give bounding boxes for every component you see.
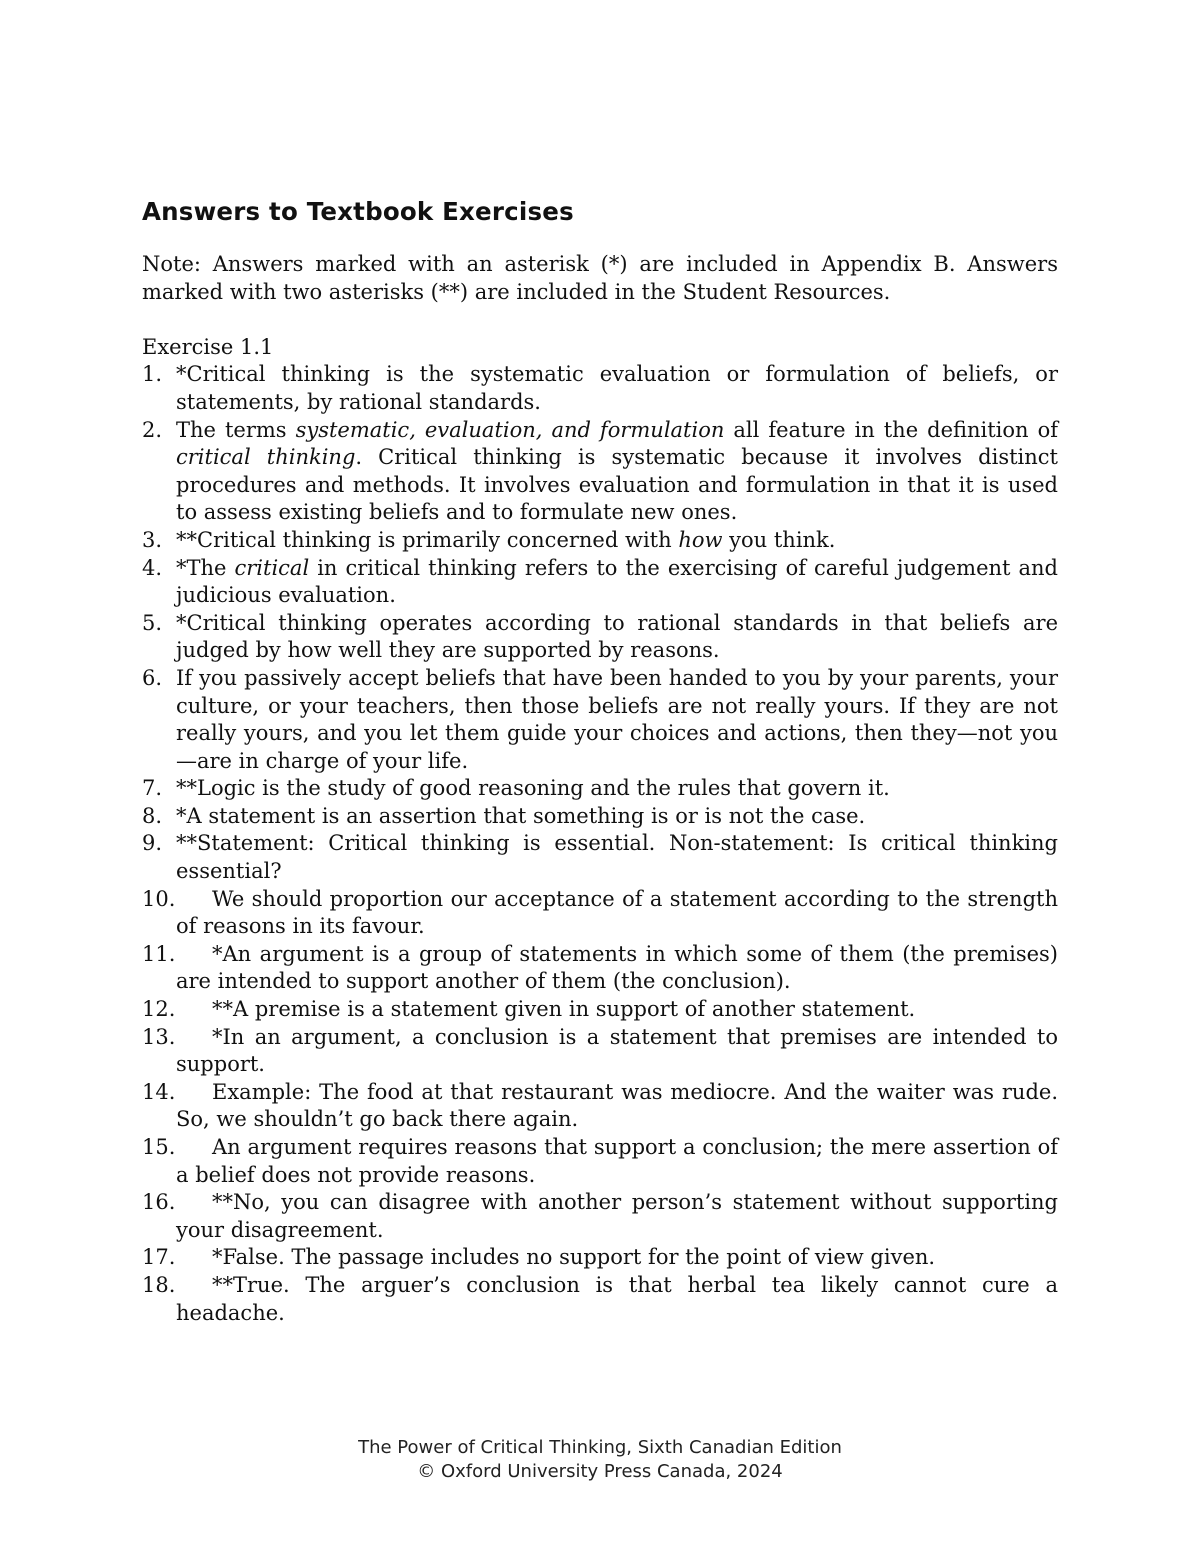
answer-number: 7.	[142, 776, 163, 801]
answer-number: 12.	[142, 997, 176, 1022]
answer-item-16	[142, 1189, 1058, 1244]
answer-number: 4.	[142, 555, 163, 580]
answer-text: The terms systematic, evaluation, and formulation all feature in the definition of critical thinking. Critical thinking is systematic because it involves distinct procedures and methods. It involves evaluation and formulation in that it is used to assess existing beliefs and to formulate new ones.	[176, 417, 1058, 525]
footer-copyright: © Oxford University Press Canada, 2024	[417, 1461, 783, 1482]
answer-number: 11.	[142, 941, 176, 966]
answer-text: *Critical thinking is the systematic evaluation or formulation of beliefs, or statements, by rational standards.	[176, 362, 1058, 414]
answer-text: An argument requires reasons that support a conclusion; the mere assertion of a belief does not provide reasons.	[176, 1135, 1058, 1187]
answer-item-15	[142, 1134, 1058, 1189]
answer-item-14	[142, 1079, 1058, 1134]
emphasis-terms: systematic, evaluation, and formulation	[295, 417, 725, 442]
answer-text: *False. The passage includes no support for the point of view given.	[212, 1245, 936, 1270]
answer-text: **No, you can disagree with another person’s statement without supporting your disagreement.	[176, 1190, 1058, 1242]
answer-number: 14.	[142, 1079, 176, 1104]
answer-item-5	[142, 610, 1058, 665]
answer-text: *A statement is an assertion that something is or is not the case.	[176, 803, 866, 828]
page-content	[142, 193, 1058, 1327]
footer-book-title: The Power of Critical Thinking, Sixth Canadian Edition	[358, 1437, 842, 1458]
answer-number: 10.	[142, 886, 176, 911]
answer-item-1	[142, 361, 1058, 416]
answer-item-7	[142, 775, 1058, 803]
answer-text: We should proportion our acceptance of a statement according to the strength of reasons in its favour.	[176, 886, 1058, 939]
answer-item-13	[142, 1024, 1058, 1079]
answer-list	[142, 361, 1058, 1327]
answer-item-6	[142, 665, 1058, 775]
answer-item-10	[142, 886, 1058, 941]
answer-number: 15.	[142, 1135, 176, 1159]
answer-number: 1.	[142, 362, 163, 387]
answer-item-8	[142, 803, 1058, 831]
answer-number: 13.	[142, 1024, 176, 1049]
answer-text: **A premise is a statement given in support of another statement.	[212, 997, 916, 1022]
answer-number: 18.	[142, 1272, 176, 1297]
emphasis-critical-thinking: critical thinking	[176, 445, 356, 470]
answer-text: **Critical thinking is primarily concerned with how you think.	[176, 527, 836, 552]
answer-item-2	[142, 417, 1058, 527]
answer-number: 3.	[142, 527, 163, 552]
page-title: Answers to Textbook Exercises	[142, 197, 574, 226]
answer-text: **Logic is the study of good reasoning and the rules that govern it.	[176, 776, 890, 801]
answer-item-12	[142, 996, 1058, 1024]
answer-text: Example: The food at that restaurant was mediocre. And the waiter was rude. So, we shouldn’t go back there again.	[176, 1079, 1058, 1132]
answer-number: 2.	[142, 417, 163, 442]
answer-text: *The critical in critical thinking refers to the exercising of careful judgement and judicious evaluation.	[176, 555, 1058, 608]
answer-text: **True. The arguer’s conclusion is that herbal tea likely cannot cure a headache.	[176, 1272, 1058, 1325]
answer-item-9	[142, 830, 1058, 885]
answer-text: *An argument is a group of statements in which some of them (the premises) are intended to support another of them (the conclusion).	[176, 941, 1058, 994]
answer-number: 16.	[142, 1190, 176, 1215]
page-footer	[0, 1436, 1200, 1484]
answer-item-18	[142, 1272, 1058, 1327]
answer-item-11	[142, 941, 1058, 996]
emphasis-how: how	[678, 527, 723, 552]
answer-text: If you passively accept beliefs that have been handed to you by your parents, your culture, or your teachers, then those beliefs are not really yours. If they are not really yours, and you let them guide your choices and actions, then they—not you—are in charge of your life.	[176, 665, 1058, 773]
answer-number: 8.	[142, 803, 163, 828]
answer-item-3	[142, 527, 1058, 555]
exercise-title: Exercise 1.1	[142, 334, 274, 359]
answer-text: **Statement: Critical thinking is essential. Non-statement: Is critical thinking essential?	[176, 831, 1058, 884]
answer-text: *Critical thinking operates according to rational standards in that beliefs are judged by how well they are supported by reasons.	[176, 610, 1058, 663]
answer-item-4	[142, 555, 1058, 610]
answer-number: 5.	[142, 610, 163, 635]
answer-number: 9.	[142, 831, 163, 856]
emphasis-critical: critical	[234, 555, 310, 580]
answer-text: *In an argument, a conclusion is a statement that premises are intended to support.	[176, 1024, 1058, 1077]
answer-number: 6.	[142, 665, 163, 690]
note-paragraph: Note: Answers marked with an asterisk (*) are included in Appendix B. Answers marked with two asterisks (**) are included in the Student Resources.	[142, 252, 1058, 304]
answer-item-17	[142, 1244, 1058, 1272]
answer-number: 17.	[142, 1245, 176, 1270]
